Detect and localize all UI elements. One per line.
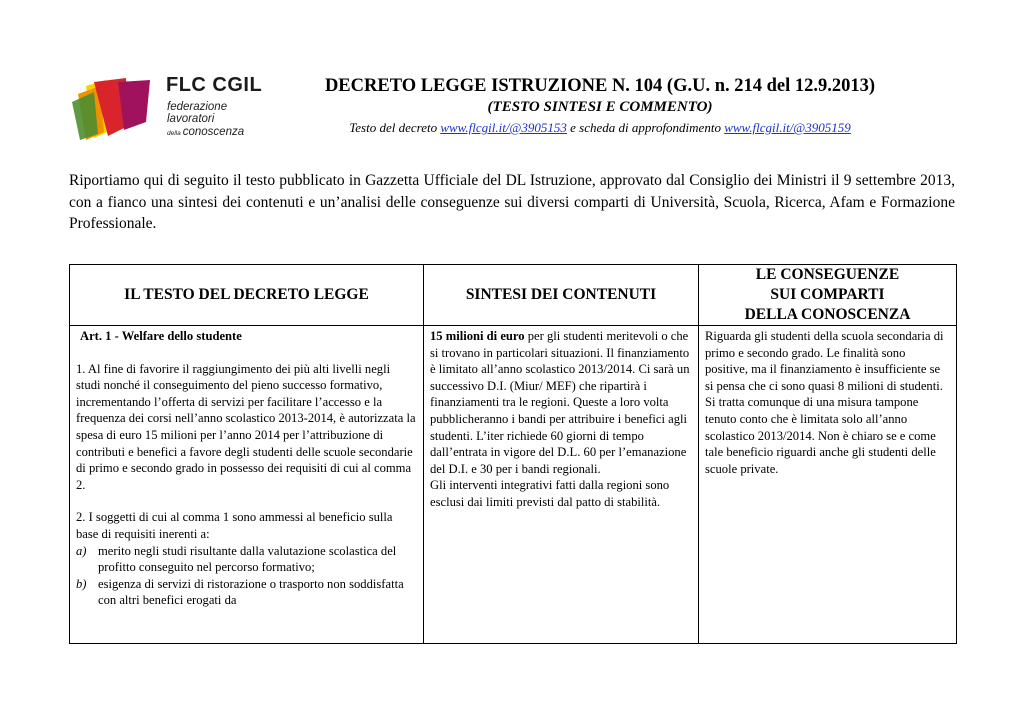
document-title: DECRETO LEGGE ISTRUZIONE N. 104 (G.U. n. 214 del 12.9.2013) [324,76,876,96]
article-paragraph-1: 1. Al fine di favorire il raggiungimento dei più alti livelli negli studi nonché il conseguimento del pieno successo formativo, incrementando l’offerta di servizi per facilitare l’accesso e la frequenza dei corsi nell’anno scolastico 2013-2014, è autorizzata la spesa di euro 15 milioni per l’anno 2014 per l’attribuzione di contributi e benefici a favore degli studenti delle scuole secondarie di primo e secondo grado in possesso dei requisiti di cui al comma 2. [76,361,416,492]
logo-line-lavoratori: lavoratori [167,113,215,125]
decree-text-link[interactable]: www.flcgil.it/@3905153 [440,120,567,135]
logo-line-conoscenza [167,127,244,139]
header-consequences: LE CONSEGUENZE SUI COMPARTI DELLA CONOSCENZA [699,265,957,326]
flc-cgil-logo [70,72,263,140]
summary-text: per gli studenti meritevoli o che si trovano in particolari situazioni. Il finanziamento è limitato all’anno scolastico 2013/2014. Ci sarà un successivo D.I. (Miur/ MEF) che ripartirà i finanziamenti tra le regioni. Queste a loro volta pubblicheranno i bandi per attribuire i benefici agli studenti. L’iter richiede 60 giorni di tempo dall’entrata in vigore del D.L. 60 per l’emanazione del D.I. e 30 per i bandi regionali. [430,329,690,476]
list-item [76,576,417,609]
summary-lead-amount: 15 milioni di euro [430,329,525,343]
list-item-marker: b) [76,576,87,591]
list-item [76,543,417,576]
table-row [70,326,957,644]
article-title: Art. 1 - Welfare dello studente [80,329,242,343]
decree-table [69,264,957,644]
logo-mark-icon [72,78,152,140]
summary-cell [424,326,699,644]
header-decree-text: IL TESTO DEL DECRETO LEGGE [70,265,424,326]
logo-title: FLC CGIL [166,74,263,96]
consequences-cell [699,326,957,644]
in-depth-sheet-link[interactable]: www.flcgil.it/@3905159 [724,120,851,135]
links-middle: e scheda di approfondimento [570,120,721,135]
consequences-paragraph: Riguarda gli studenti della scuola secondaria di primo e secondo grado. Le finalità sono positive, ma il finanziamento è insufficiente se si pensa che ci sono quasi 8 milioni di studenti. Si tratta comunque di una misura tampone tenuto conto che è limitata solo all’anno scolastico 2013/2014. Non è chiaro se e come tale beneficio riguardi anche gli studenti delle scuole private. [705,329,944,476]
document-links [290,120,910,136]
logo-line-della: della [167,130,181,137]
summary-paragraph-2: Gli interventi integrativi fatti dalla regioni sono esclusi dai limiti previsti dal patto di stabilità. [430,478,670,509]
intro-paragraph: Riportiamo qui di seguito il testo pubblicato in Gazzetta Ufficiale del DL Istruzione, approvato dal Consiglio dei Ministri il 9 settembre 2013, con a fianco una sintesi dei contenuti e un’analisi delle conseguenze sui diversi comparti di Università, Scuola, Ricerca, Afam e Formazione Professionale. [69,172,955,232]
table-header-row [70,265,957,326]
logo-line-federazione: federazione [167,101,228,113]
list-item-text: merito negli studi risultante dalla valutazione scolastica del profitto conseguito nel percorso formativo; [98,543,397,575]
list-item-text: esigenza di servizi di ristorazione o trasporto non soddisfatta con altri benefici erogati da [98,576,404,608]
document-subtitle: (TESTO SINTESI E COMMENTO) [487,99,713,115]
list-item-marker: a) [76,543,87,558]
summary-paragraph-1 [430,328,692,477]
document-header [290,76,910,136]
article-paragraph-2: 2. I soggetti di cui al comma 1 sono ammessi al beneficio sulla base di requisiti inerenti a: [76,510,393,541]
decree-text-cell [70,326,424,644]
header-summary: SINTESI DEI CONTENUTI [424,265,699,326]
links-prefix: Testo del decreto [349,120,438,135]
logo-line-conoscenza-text: conoscenza [182,126,245,138]
